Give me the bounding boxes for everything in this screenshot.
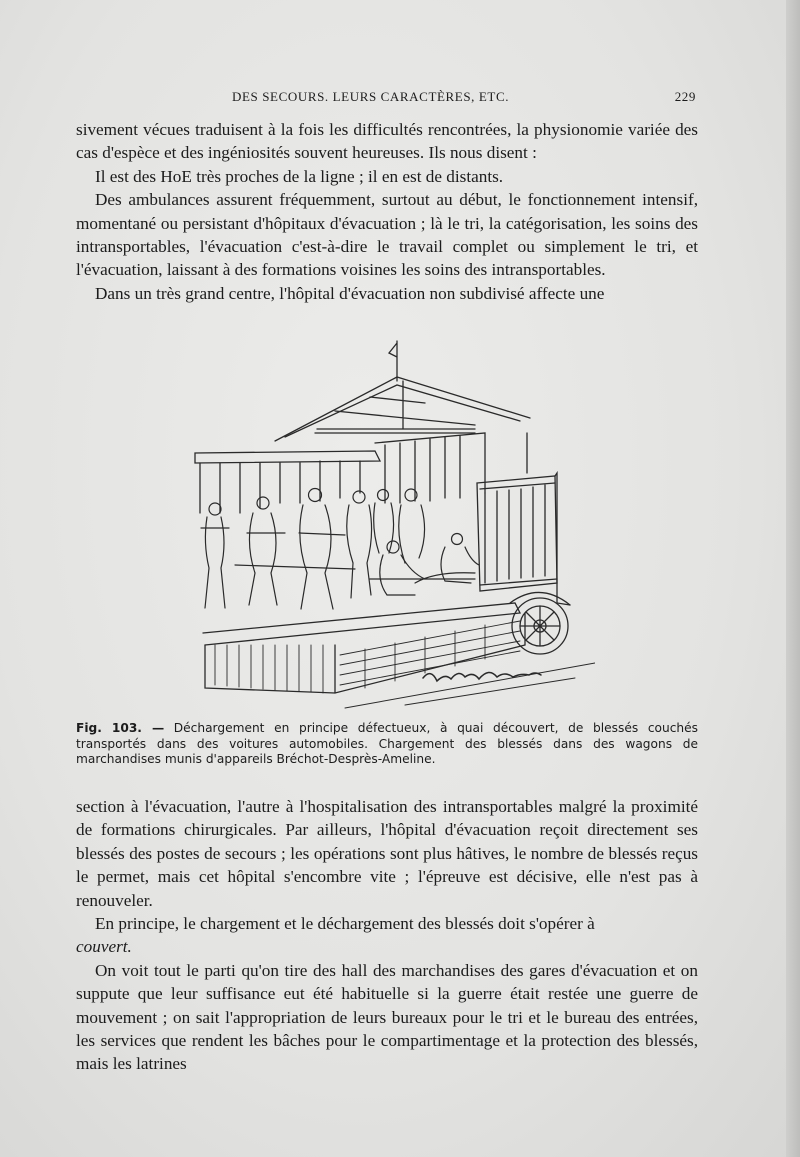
caption-text: Déchargement en principe défectueux, à quai découvert, de blessés couchés transportés dans des voitures automobiles. Chargement des blessés dans des wagons de marchandises munis d'appareils Bréchot-Desprès-Ameline.: [76, 721, 698, 767]
paragraph: En principe, le chargement et le déchargement des blessés doit s'opérer à: [95, 914, 595, 934]
page-edge-shadow: [786, 0, 800, 1157]
italic-word: couvert.: [76, 937, 132, 957]
running-title: DES SECOURS. LEURS CARACTÈRES, ETC.: [232, 89, 510, 104]
illustration-ambulance-unloading: [175, 333, 595, 713]
figure-caption: [76, 721, 698, 768]
paragraph: Il est des HoE très proches de la ligne ; il en est de distants.: [95, 166, 504, 186]
paragraph: Des ambulances assurent fréquemment, surtout au début, le fonctionnement intensif, momentané ou persistant d'hôpitaux d'évacuation ; là le tri, la catégorisation, les soins des intransportables, l'évacuation c'est-à-dire le travail complet ou simplement le tri, et l'évacuation, laissant à des formations voisines les soins des intransportables.: [76, 190, 698, 280]
paragraph: section à l'évacuation, l'autre à l'hospitalisation des intransportables malgré la proximité de formations chirurgicales. Par ailleurs, l'hôpital d'évacuation reçoit directement ses blessés des postes de secours ; les opérations sont plus hâtives, le nombre de blessés reçus le permet, mais cet hôpital s'encombre vite ; l'épreuve est décisive, elle n'est pas à renouveler.: [76, 797, 698, 910]
running-header: [76, 89, 698, 109]
text-block-bottom: [76, 795, 698, 1076]
text-block-top: [76, 118, 698, 305]
paragraph: Dans un très grand centre, l'hôpital d'évacuation non subdivisé affecte une: [95, 283, 605, 303]
paragraph: On voit tout le parti qu'on tire des hall des marchandises des gares d'évacuation et on suppute que leur suffisance eut été habituelle si la guerre était restée une guerre de mouvement ; on sait l'appropriation de leurs bureaux pour le tri et le bureau des entrées, les services que rendent les bâches pour le compartimentage et la protection des blessés, mais les latrines: [76, 960, 698, 1074]
paragraph: sivement vécues traduisent à la fois les difficultés rencontrées, la physionomie variée des cas d'espèce et des ingéniosités souvent heureuses. Ils nous disent :: [76, 120, 698, 163]
figure-label: Fig. 103. —: [76, 721, 165, 735]
paragraph-italic-word: [76, 935, 698, 958]
ink-drawing: [175, 333, 595, 713]
page-number: 229: [674, 89, 696, 104]
